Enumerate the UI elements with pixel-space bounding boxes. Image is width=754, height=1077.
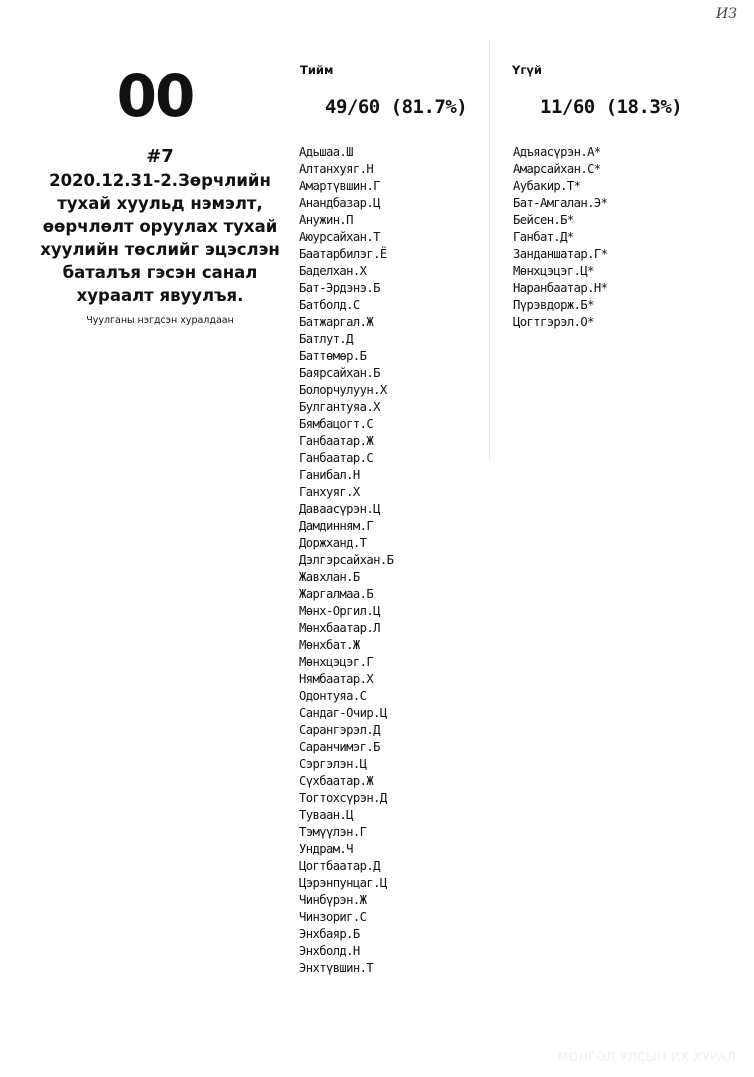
motion-title: 2020.12.31-2.Зөрчлийн тухай хуульд нэмэлт, өөрчлөлт оруулах тухай хуулийн төслийг эцэслэн баталъя гэсэн санал хураалт явуулъя. xyxy=(40,171,280,305)
no-voter-name: Аубакир.Т* xyxy=(513,179,581,193)
yes-voter-name: Туваан.Ц xyxy=(299,808,353,822)
yes-voter-name: Тэмүүлэн.Г xyxy=(299,825,367,839)
yes-voter-name: Бат-Эрдэнэ.Б xyxy=(299,281,380,295)
yes-voter-name: Мөнх-Оргил.Ц xyxy=(299,604,380,618)
motion-number: #7 xyxy=(146,146,174,167)
no-voter-name: Амарсайхан.С* xyxy=(513,162,601,176)
yes-voter-list xyxy=(299,144,393,977)
yes-voter-name: Мөнхцэцэг.Г xyxy=(299,655,374,669)
yes-voter-name: Ундрам.Ч xyxy=(299,842,353,856)
no-tally: 11/60 (18.3%) xyxy=(540,96,683,118)
yes-voter-name: Ганхуяг.Х xyxy=(299,485,360,499)
no-voter-name: Наранбаатар.Н* xyxy=(513,281,608,295)
yes-voter-name: Чинбүрэн.Ж xyxy=(299,893,367,907)
yes-voter-name: Саранчимэг.Б xyxy=(299,740,380,754)
no-voter-name: Занданшатар.Г* xyxy=(513,247,608,261)
yes-voter-name: Ганбаатар.Ж xyxy=(299,434,374,448)
yes-voter-name: Цогтбаатар.Д xyxy=(299,859,380,873)
session-code: 00 xyxy=(116,62,194,130)
yes-voter-name: Жавхлан.Б xyxy=(299,570,360,584)
yes-voter-name: Баделхан.Х xyxy=(299,264,367,278)
yes-voter-name: Нямбаатар.Х xyxy=(299,672,374,686)
yes-voter-name: Чинзориг.С xyxy=(299,910,367,924)
yes-voter-name: Одонтуяа.С xyxy=(299,689,367,703)
yes-voter-name: Алтанхуяг.Н xyxy=(299,162,374,176)
yes-voter-name: Даваасүрэн.Ц xyxy=(299,502,380,516)
yes-voter-name: Сандаг-Очир.Ц xyxy=(299,706,387,720)
yes-voter-name: Сарангэрэл.Д xyxy=(299,723,380,737)
yes-voter-name: Сэргэлэн.Ц xyxy=(299,757,367,771)
yes-voter-name: Анужин.П xyxy=(299,213,353,227)
no-voter-name: Бат-Амгалан.Э* xyxy=(513,196,608,210)
yes-voter-name: Энхтүвшин.Т xyxy=(299,961,374,975)
watermark: МОНГОЛ УЛСЫН ИХ ХУРАЛ xyxy=(557,1050,736,1064)
no-voter-name: Мөнхцэцэг.Ц* xyxy=(513,264,594,278)
yes-header: Тийм xyxy=(300,63,334,77)
yes-tally: 49/60 (81.7%) xyxy=(325,96,468,118)
yes-voter-name: Тогтохсүрэн.Д xyxy=(299,791,387,805)
page-marker: ИЗ xyxy=(716,6,737,22)
yes-voter-name: Жаргалмаа.Б xyxy=(299,587,374,601)
yes-voter-name: Ганбаатар.С xyxy=(299,451,374,465)
yes-voter-name: Булгантуяа.Х xyxy=(299,400,380,414)
no-voter-list xyxy=(513,144,607,331)
column-divider xyxy=(489,40,490,460)
yes-voter-name: Дэлгэрсайхан.Б xyxy=(299,553,394,567)
yes-voter-name: Аюурсайхан.Т xyxy=(299,230,380,244)
yes-voter-name: Баттөмөр.Б xyxy=(299,349,367,363)
yes-voter-name: Ганибал.Н xyxy=(299,468,360,482)
yes-voter-name: Энхбаяр.Б xyxy=(299,927,360,941)
yes-voter-name: Баярсайхан.Б xyxy=(299,366,380,380)
session-note: Чуулганы нэгдсэн хуралдаан xyxy=(86,315,234,326)
yes-voter-name: Энхболд.Н xyxy=(299,944,360,958)
no-voter-name: Цогтгэрэл.О* xyxy=(513,315,594,329)
yes-voter-name: Цэрэнпунцаг.Ц xyxy=(299,876,387,890)
yes-voter-name: Батболд.С xyxy=(299,298,360,312)
no-voter-name: Пүрэвдорж.Б* xyxy=(513,298,594,312)
yes-voter-name: Амартүвшин.Г xyxy=(299,179,380,193)
yes-voter-name: Батлут.Д xyxy=(299,332,353,346)
no-voter-name: Бейсен.Б* xyxy=(513,213,574,227)
motion-block xyxy=(40,147,280,326)
yes-voter-name: Адьшаа.Ш xyxy=(299,145,353,159)
yes-voter-name: Сүхбаатар.Ж xyxy=(299,774,374,788)
yes-voter-name: Доржханд.Т xyxy=(299,536,367,550)
yes-voter-name: Батжаргал.Ж xyxy=(299,315,374,329)
yes-voter-name: Болорчулуун.Х xyxy=(299,383,387,397)
yes-voter-name: Бямбацогт.С xyxy=(299,417,374,431)
no-header: Үгүй xyxy=(512,63,542,77)
no-voter-name: Ганбат.Д* xyxy=(513,230,574,244)
yes-voter-name: Дамдинням.Г xyxy=(299,519,374,533)
yes-voter-name: Анандбазар.Ц xyxy=(299,196,380,210)
yes-voter-name: Мөнхбаатар.Л xyxy=(299,621,380,635)
no-voter-name: Адъяасүрэн.А* xyxy=(513,145,601,159)
yes-voter-name: Баатарбилэг.Ё xyxy=(299,247,387,261)
yes-voter-name: Мөнхбат.Ж xyxy=(299,638,360,652)
